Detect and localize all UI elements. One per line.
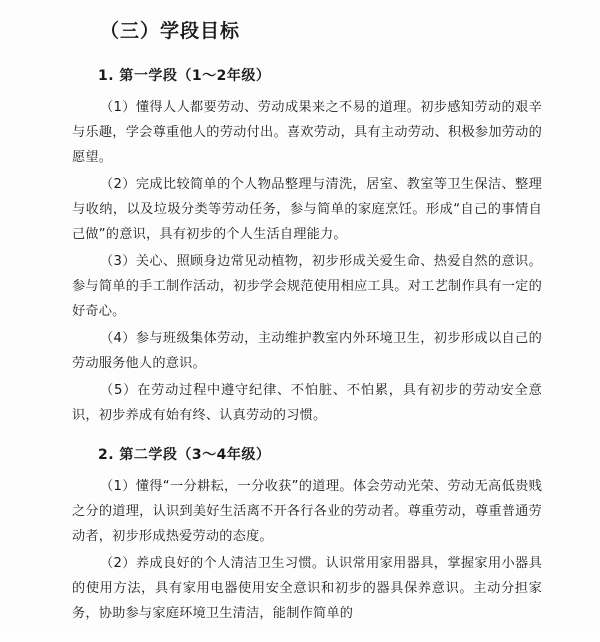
paragraph: （3）关心、照顾身边常见动植物，初步形成关爱生命、热爱自然的意识。参与简单的手工制作活动，初步学会规范使用相应工具。对工艺制作具有一定的好奇心。 xyxy=(72,254,542,319)
subsection-heading-2: 2. 第二学段（3～4年级） xyxy=(98,447,271,463)
document-body xyxy=(72,8,542,628)
subsection-heading-1: 1. 第一学段（1～2年级） xyxy=(98,68,271,84)
paragraph: （1）懂得“一分耕耘，一分收获”的道理。体会劳动光荣、劳动无高低贵贱之分的道理，认识到美好生活离不开各行各业的劳动者。尊重劳动，尊重普通劳动者，初步形成热爱劳动的态度。 xyxy=(72,479,542,544)
paragraph: （4）参与班级集体劳动，主动维护教室内外环境卫生，初步形成以自己的劳动服务他人的意识。 xyxy=(72,331,542,371)
paragraph: （1）懂得人人都要劳动、劳动成果来之不易的道理。初步感知劳动的艰辛与乐趣，学会尊重他人的劳动付出。喜欢劳动，具有主动劳动、积极参加劳动的愿望。 xyxy=(72,100,542,165)
section-heading: （三）学段目标 xyxy=(100,20,241,42)
paragraph: （5）在劳动过程中遵守纪律、不怕脏、不怕累，具有初步的劳动安全意识，初步养成有始有终、认真劳动的习惯。 xyxy=(72,383,542,423)
paragraph: （2）完成比较简单的个人物品整理与清洗，居室、教室等卫生保洁、整理与收纳，以及垃圾分类等劳动任务，参与简单的家庭烹饪。形成“自己的事情自己做”的意识，具有初步的个人生活自理能力。 xyxy=(72,177,542,242)
paragraph: （2）养成良好的个人清洁卫生习惯。认识常用家用器具，掌握家用小器具的使用方法，具有家用电器使用安全意识和初步的器具保养意识。主动分担家务，协助参与家庭环境卫生清洁，能制作简单的 xyxy=(72,556,542,621)
page-fade xyxy=(0,626,600,642)
